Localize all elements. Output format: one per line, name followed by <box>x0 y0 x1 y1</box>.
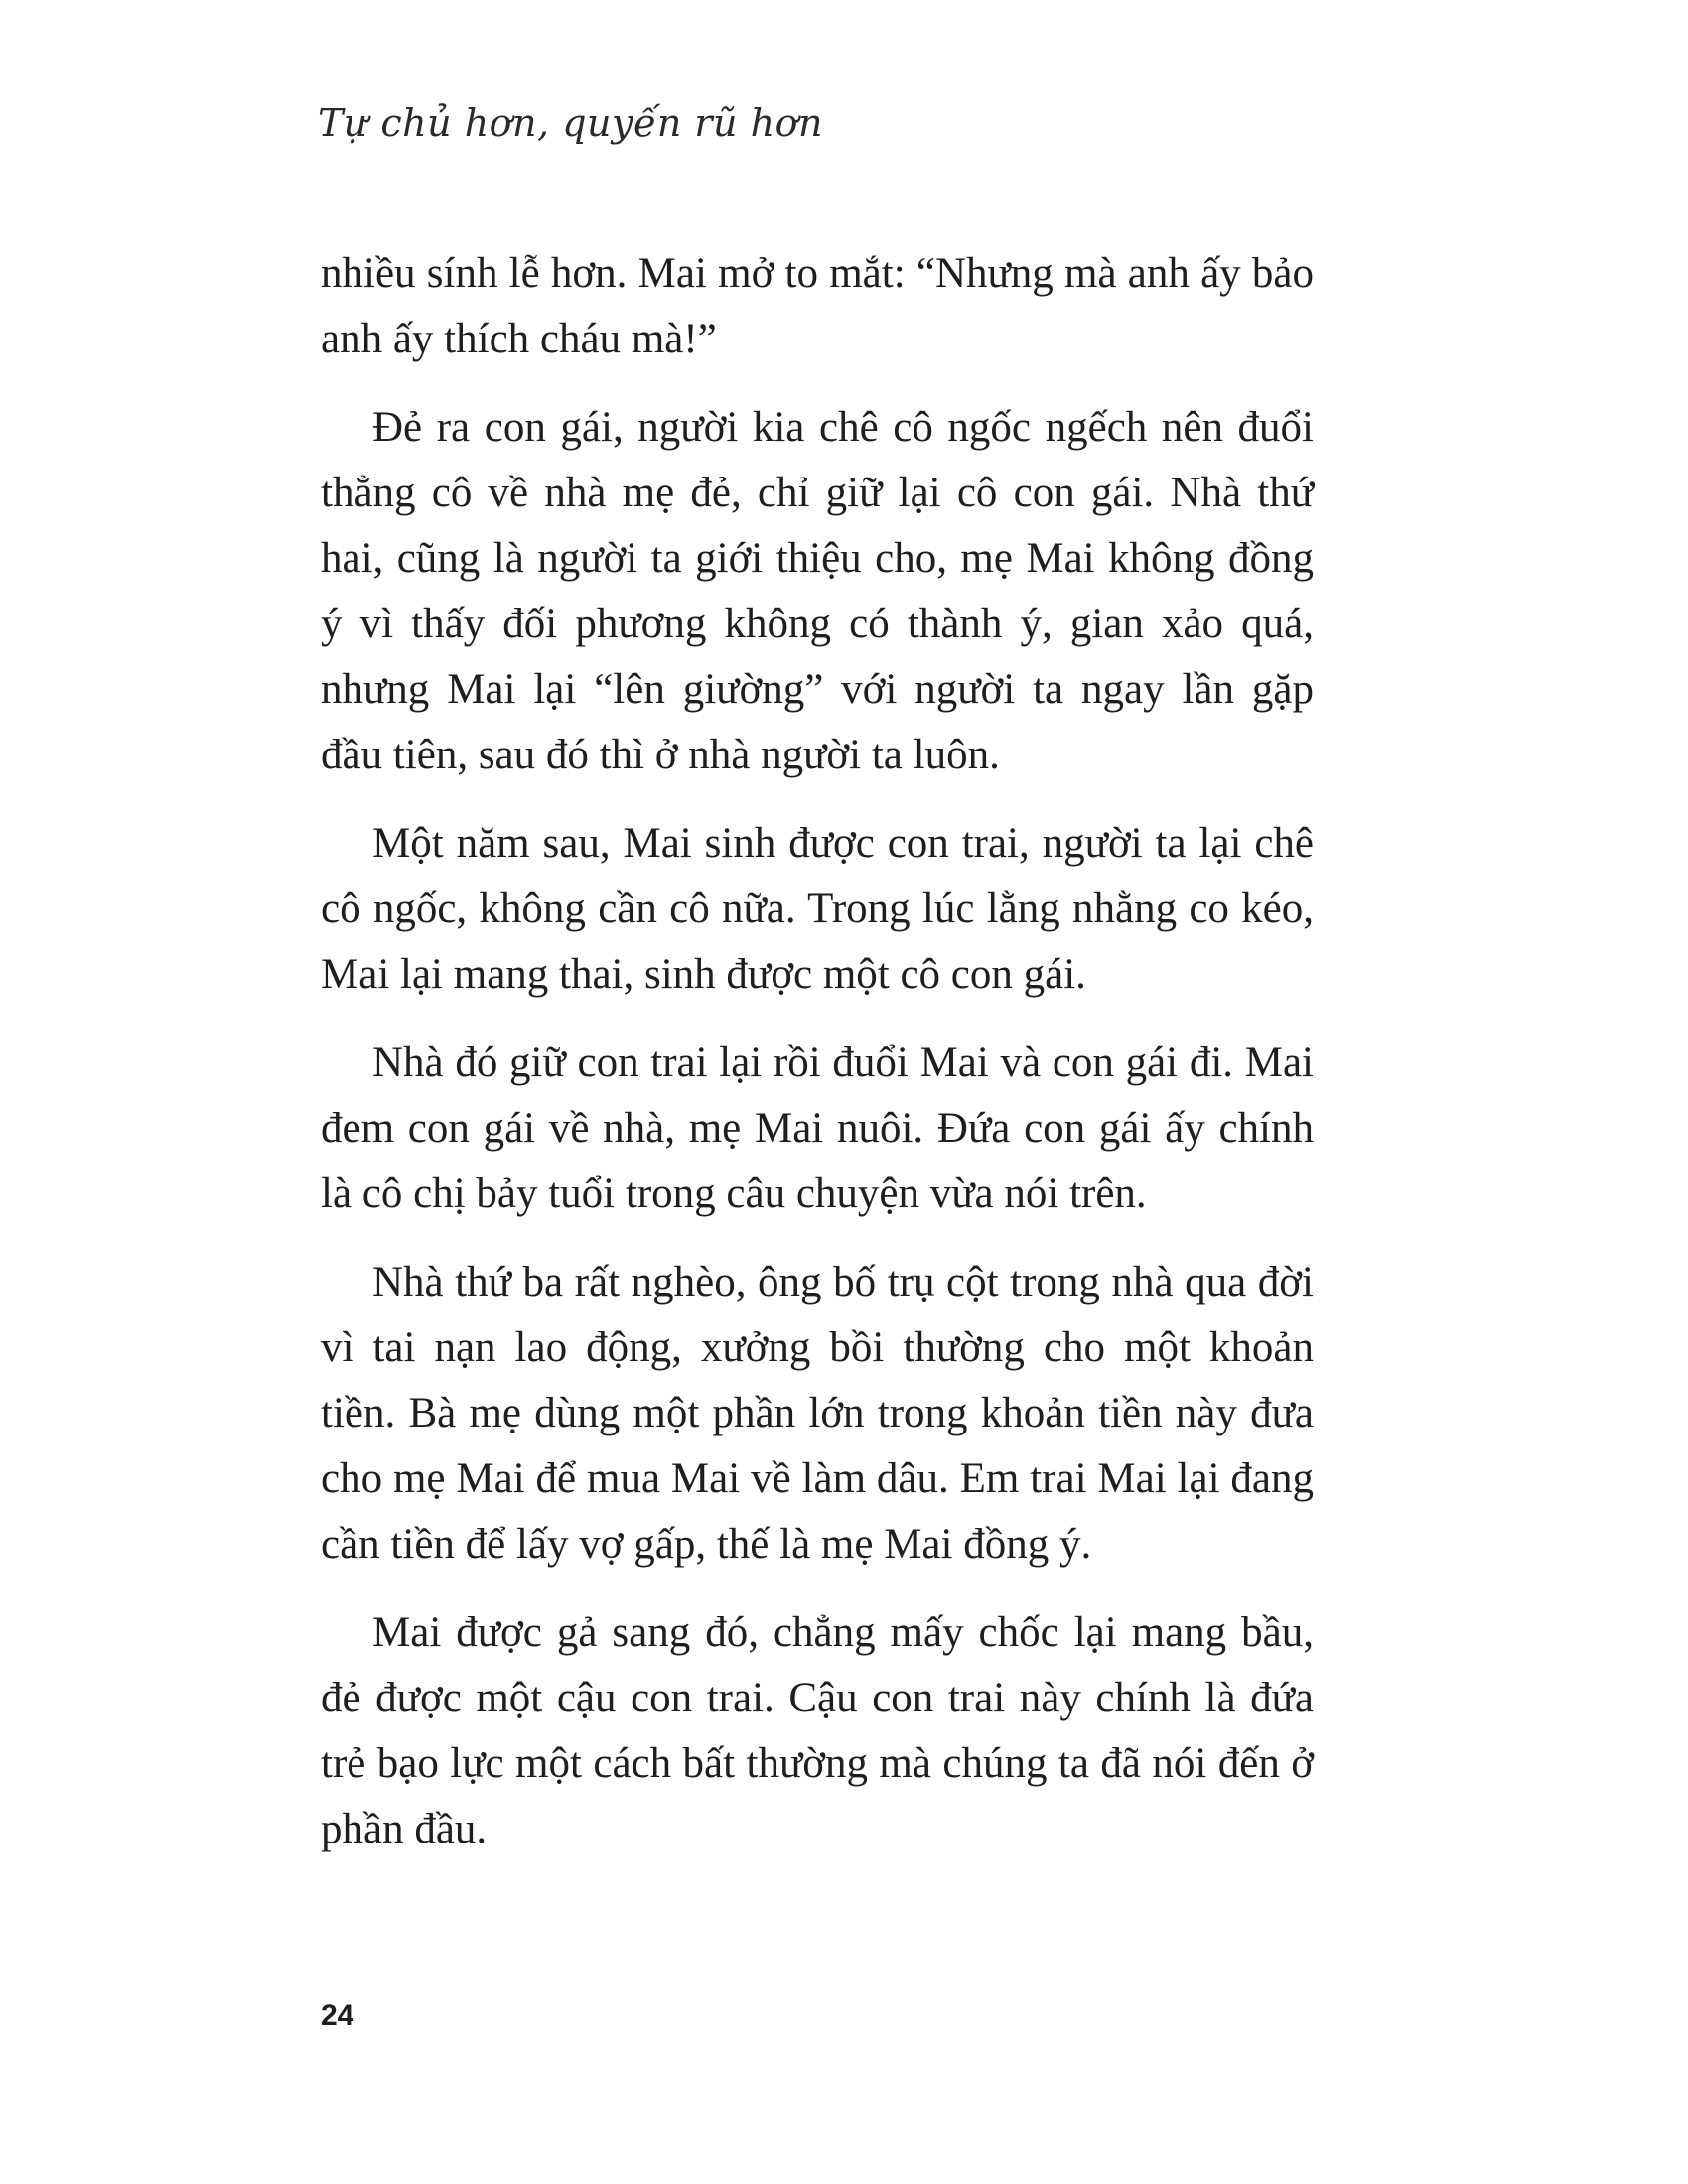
page-number: 24 <box>321 1999 354 2032</box>
paragraph: Nhà đó giữ con trai lại rồi đuổi Mai và con gái đi. Mai đem con gái về nhà, mẹ Mai nuôi. Đứa con gái ấy chính là cô chị bảy tuổi trong câu chuyện vừa nói trên. <box>321 1039 1314 1217</box>
body-text <box>321 241 1314 1885</box>
paragraph: Nhà thứ ba rất nghèo, ông bố trụ cột trong nhà qua đời vì tai nạn lao động, xưởng bồi thường cho một khoản tiền. Bà mẹ dùng một phần lớn trong khoản tiền này đưa cho mẹ Mai để mua Mai về làm dâu. Em trai Mai lại đang cần tiền để lấy vợ gấp, thế là mẹ Mai đồng ý. <box>321 1259 1314 1568</box>
paragraph-continuation: nhiều sính lễ hơn. Mai mở to mắt: “Nhưng mà anh ấy bảo anh ấy thích cháu mà!” <box>321 250 1314 362</box>
paragraph: Đẻ ra con gái, người kia chê cô ngốc ngếch nên đuổi thẳng cô về nhà mẹ đẻ, chỉ giữ lại cô con gái. Nhà thứ hai, cũng là người ta giới thiệu cho, mẹ Mai không đồng ý vì thấy đối phương không có thành ý, gian xảo quá, nhưng Mai lại “lên giường” với người ta ngay lần gặp đầu tiên, sau đó thì ở nhà người ta luôn. <box>321 404 1314 778</box>
paragraph: Mai được gả sang đó, chẳng mấy chốc lại mang bầu, đẻ được một cậu con trai. Cậu con trai này chính là đứa trẻ bạo lực một cách bất thường mà chúng ta đã nói đến ở phần đầu. <box>321 1609 1314 1852</box>
running-head-title: Tự chủ hơn, quyến rũ hơn <box>318 101 823 145</box>
paragraph: Một năm sau, Mai sinh được con trai, người ta lại chê cô ngốc, không cần cô nữa. Trong lúc lằng nhằng co kéo, Mai lại mang thai, sinh được một cô con gái. <box>321 820 1314 998</box>
